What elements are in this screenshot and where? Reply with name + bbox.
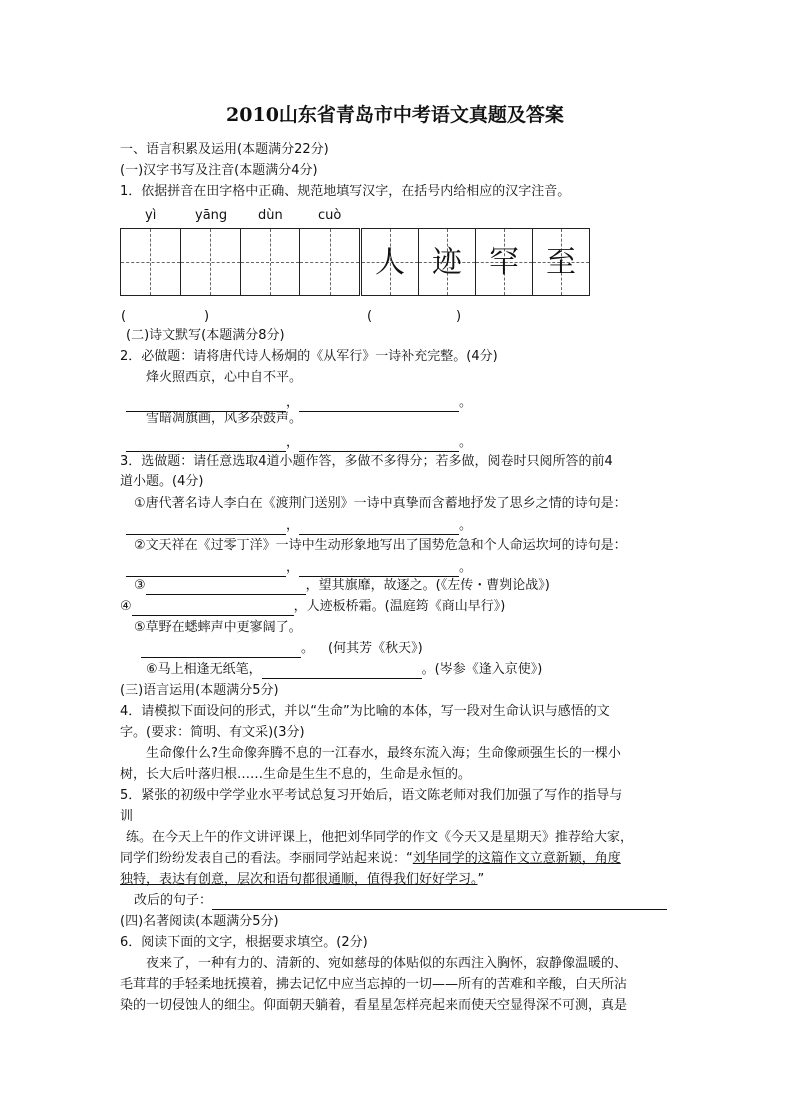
question-5-line-d: 同学们纷纷发表自己的看法。李丽同学站起来说：“刘华同学的这篇作文立意新颖，角度 [120,851,621,866]
q2-line-2: 雪暗凋旗画，风多杂鼓声。 [146,411,303,426]
answer-line-row: ， 。 [126,394,472,412]
answer-blank[interactable] [141,643,301,658]
q6-passage-line-2: 毛茸茸的手轻柔地抚摸着，拂去记忆中应当忘掉的一切——所有的苦难和辛酸，白天所沾 [120,977,628,992]
question-3-line-a: 3．选做题：请任意选取4道小题作答，多做不多得分；若多做，阅卷时只阅所答的前4 [120,454,613,469]
answer-line-row: ， 。 [126,517,472,535]
answer-blank[interactable] [126,437,286,452]
q6-passage-line-3: 染的一切侵蚀人的细尘。仰面朝天躺着，看星星怎样亮起来而使天空显得深不可测，真是 [120,998,628,1013]
q4-example-2: 树，长大后叶落归根……生命是生生不息的，生命是永恒的。 [120,767,472,782]
underlined-sentence: 独特，表达有创意，层次和语句都很通顺，值得我们好好学习。 [120,872,478,887]
given-char: 迹 [432,245,462,280]
tianzige-cell[interactable] [121,229,181,295]
tianzige-cell[interactable] [181,229,241,295]
tianzige-cell [419,229,476,295]
subsection-3-heading: (三)语言运用(本题满分5分) [120,683,279,698]
pinyin-1: yì [145,208,157,223]
tianzige-grid-blank [120,228,360,296]
question-4-line-a: 4．请模拟下面设问的形式，并以“生命”为比喻的本体，写一段对生命认识与感悟的文 [120,704,610,719]
question-5-line-a: 5．紧张的初级中学学业水平考试总复习开始后，语文陈老师对我们加强了写作的指导与 [120,788,623,803]
answer-blank[interactable] [146,580,306,595]
q3-item-3: ③ ，望其旗靡，故逐之。(《左传・曹刿论战》) [134,578,550,593]
answer-blank[interactable] [299,397,459,412]
answer-blank[interactable] [126,520,286,535]
q2-line-1: 烽火照西京，心中自不平。 [146,370,303,385]
answer-blank[interactable] [299,520,459,535]
q3-item-5: ⑤草野在蟋蟀声中更寥阔了。 [134,620,302,635]
q3-item-2: ②文天祥在《过零丁洋》一诗中生动形象地写出了国势危急和个人命运坎坷的诗句是： [134,538,627,553]
answer-blank[interactable] [212,895,667,910]
paren-close-1: ) [204,309,210,324]
tianzige-cell [362,229,419,295]
page-title: 2010山东省青岛市中考语文真题及答案 [226,104,564,126]
q3-item-1: ①唐代著名诗人李白在《渡荆门送别》一诗中真挚而含蓄地抒发了思乡之情的诗句是： [134,496,627,511]
answer-line-row: ， 。 [126,434,472,452]
answer-blank[interactable] [299,437,459,452]
underlined-sentence: 刘华同学的这篇作文立意新颖，角度 [412,851,621,866]
paren-open-1: ( [121,309,127,324]
question-5-line-c: 练。在今天上午的作文讲评课上，他把刘华同学的作文《今天又是星期天》推荐给大家， [126,830,634,845]
given-char: 罕 [489,245,519,280]
question-1: 1．依据拼音在田字格中正确、规范地填写汉字，在括号内给相应的汉字注音。 [120,184,571,199]
question-2: 2．必做题：请将唐代诗人杨炯的《从军行》一诗补充完整。(4分) [120,349,498,364]
paren-close-2: ) [456,309,462,324]
answer-line-row: ， 。 [126,559,472,577]
answer-blank[interactable] [126,562,286,577]
paren-open-2: ( [367,309,373,324]
section-1-heading: 一、语言积累及运用(本题满分22分) [120,142,329,157]
subsection-1-heading: (一)汉字书写及注音(本题满分4分) [120,163,318,178]
answer-blank[interactable] [299,562,459,577]
q3-item-5-answer: 。 (何其芳《秋天》) [141,640,423,658]
subsection-4-heading: (四)名著阅读(本题满分5分) [120,914,279,929]
answer-blank[interactable] [132,601,294,616]
subsection-2-heading: (二)诗文默写(本题满分8分) [126,328,285,343]
q6-passage-line-1: 夜来了，一种有力的、清新的、宛如慈母的体贴似的东西注入胸怀，寂静像温暖的、 [146,956,628,971]
given-char: 人 [375,245,405,280]
tianzige-cell[interactable] [300,229,359,295]
q3-item-4: ④ ，人迹板桥霜。(温庭筠《商山早行》) [120,599,506,614]
tianzige-cell [476,229,533,295]
question-5-line-b: 训 [120,809,134,824]
question-6: 6．阅读下面的文字，根据要求填空。(2分) [120,935,368,950]
tianzige-grid-filled [361,228,590,296]
tianzige-cell [533,229,589,295]
pinyin-4: cuò [318,208,342,223]
question-5-line-e: 独特，表达有创意，层次和语句都很通顺，值得我们好好学习。” [120,872,485,887]
revised-sentence-row: 改后的句子： [134,892,667,910]
pinyin-2: yāng [195,208,228,223]
tianzige-cell[interactable] [241,229,301,295]
pinyin-3: dùn [258,208,283,223]
given-char: 至 [546,245,576,280]
question-4-line-b: 字。(要求：简明、有文采)(3分) [120,725,305,740]
answer-blank[interactable] [262,664,422,679]
question-3-line-b: 道小题。(4分) [120,474,204,489]
q4-example-1: 生命像什么?生命像奔腾不息的一江春水，最终东流入海；生命像顽强生长的一棵小 [146,746,621,761]
q3-item-6: ⑥马上相逢无纸笔， 。(岑参《逢入京使》) [146,662,543,677]
